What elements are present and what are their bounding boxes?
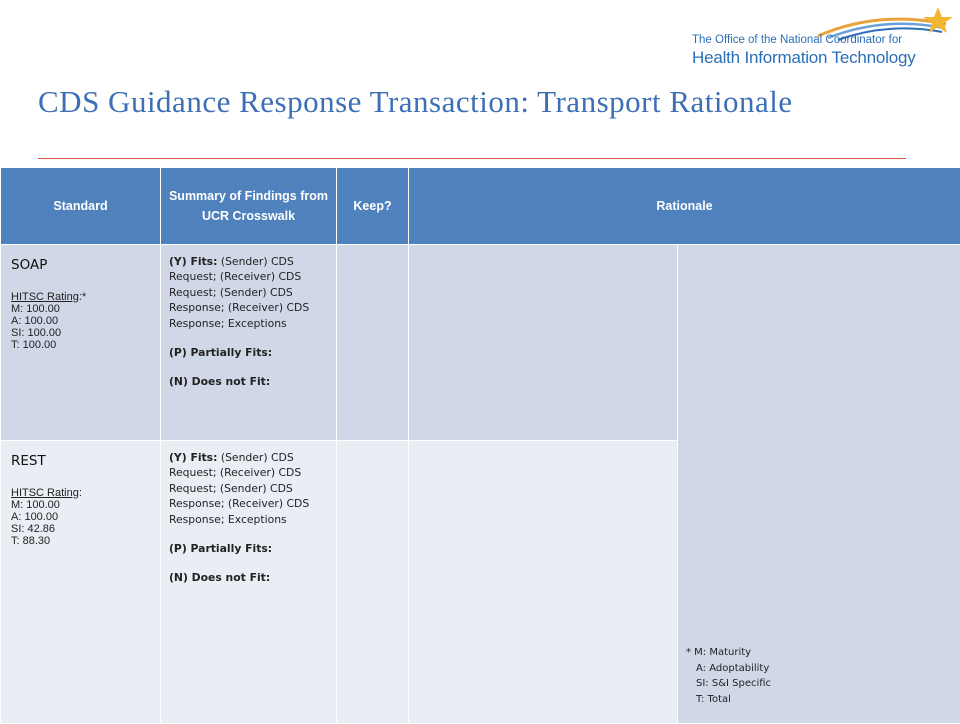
rating-a: A: 100.00 [11, 511, 58, 523]
rating-suffix: : [79, 487, 82, 499]
rationale-cell [409, 245, 678, 441]
summary-cell [161, 441, 337, 724]
keep-cell [337, 441, 409, 724]
findings-text [161, 441, 336, 586]
legend-total: T: Total [686, 692, 960, 708]
rating-m: M: 100.00 [11, 499, 60, 511]
rating-label: HITSC Rating [11, 291, 79, 303]
rationale-cell [409, 441, 678, 724]
rating-si: SI: 100.00 [11, 327, 61, 339]
not-fit-label: (N) Does not Fit: [169, 375, 270, 388]
table-header-row [1, 168, 960, 245]
rating-label: HITSC Rating [11, 487, 79, 499]
keep-cell [337, 245, 409, 441]
fits-label: (Y) Fits: [169, 451, 217, 464]
rating-a: A: 100.00 [11, 315, 58, 327]
findings-text [161, 245, 336, 390]
not-fit-label: (N) Does not Fit: [169, 571, 270, 584]
partial-fits-label: (P) Partially Fits: [169, 346, 272, 359]
rating-si: SI: 42.86 [11, 523, 55, 535]
hitsc-rating [11, 291, 160, 351]
standard-name: REST [11, 453, 160, 469]
legend-maturity: * M: Maturity [686, 645, 960, 661]
legend-adoptability: A: Adoptability [686, 661, 960, 677]
table-row [1, 245, 960, 441]
onc-logo [688, 4, 954, 70]
rating-t: T: 88.30 [11, 535, 50, 547]
legend-si-specific: SI: S&I Specific [686, 676, 960, 692]
header-rationale: Rationale [409, 168, 960, 245]
fits-text: (Sender) CDS Request; (Receiver) CDS Request; (Sender) CDS Response; (Receiver) CDS Response; Exceptions [169, 451, 309, 526]
fits-label: (Y) Fits: [169, 255, 217, 268]
title-divider [38, 158, 906, 159]
rating-legend-cell [678, 245, 960, 724]
fits-text: (Sender) CDS Request; (Receiver) CDS Request; (Sender) CDS Response; (Receiver) CDS Response; Exceptions [169, 255, 309, 330]
header-keep: Keep? [337, 168, 409, 245]
slide-title: CDS Guidance Response Transaction: Transport Rationale [38, 84, 858, 120]
rationale-table [0, 167, 960, 724]
logo-text-line1: The Office of the National Coordinator for [692, 34, 902, 46]
rating-m: M: 100.00 [11, 303, 60, 315]
header-standard: Standard [1, 168, 161, 245]
standard-cell [1, 441, 161, 724]
rating-suffix: :* [79, 291, 86, 303]
rating-t: T: 100.00 [11, 339, 56, 351]
header-summary: Summary of Findings from UCR Crosswalk [161, 168, 337, 245]
standard-name: SOAP [11, 257, 160, 273]
hitsc-rating [11, 487, 160, 547]
summary-cell [161, 245, 337, 441]
standard-cell [1, 245, 161, 441]
rating-legend [678, 645, 960, 723]
partial-fits-label: (P) Partially Fits: [169, 542, 272, 555]
logo-text-line2: Health Information Technology [692, 48, 916, 68]
